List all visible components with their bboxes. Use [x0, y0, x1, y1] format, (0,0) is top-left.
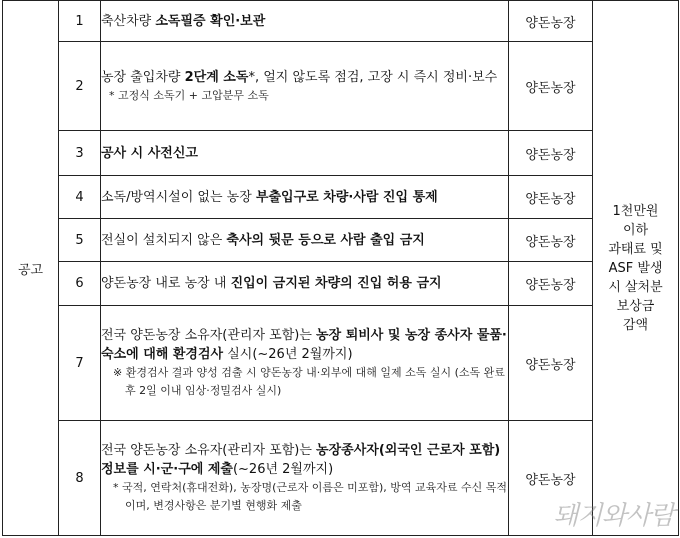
row-number: 5 [59, 219, 101, 262]
table-row [3, 42, 679, 131]
table-row [3, 262, 679, 306]
table-row [3, 176, 679, 219]
measure-text: 양돈농장 내로 농장 내 진입이 금지된 차량의 진입 허용 금지 [101, 262, 509, 306]
target-cell: 양돈농장 [509, 131, 593, 176]
measure-text: 전실이 설치되지 않은 축사의 뒷문 등으로 사람 출입 금지 [101, 219, 509, 262]
target-cell: 양돈농장 [509, 306, 593, 421]
table-row [3, 306, 679, 421]
target-cell: 양돈농장 [509, 219, 593, 262]
row-number: 4 [59, 176, 101, 219]
target-cell: 양돈농장 [509, 1, 593, 42]
penalty-cell: 1천만원 이하 과태료 및 ASF 발생 시 살처분 보상금 감액 [593, 1, 679, 536]
row-number: 1 [59, 1, 101, 42]
target-cell: 양돈농장 [509, 262, 593, 306]
category-cell: 공고 [3, 1, 59, 536]
measure-note: ※ 환경검사 결과 양성 검출 시 양돈농장 내·외부에 대해 일제 소독 실시 (소독 완료 후 2일 이내 임상·정밀검사 실시) [113, 366, 505, 397]
measure-text: 농장 출입차량 2단계 소독*, 얼지 않도록 점검, 고장 시 즉시 정비·보수 * 고정식 소독기 + 고압분무 소독 [101, 42, 509, 131]
table-row [3, 1, 679, 42]
table-row [3, 131, 679, 176]
measure-text: 축산차량 소독필증 확인·보관 [101, 1, 509, 42]
measure-text: 공사 시 사전신고 [101, 131, 509, 176]
measure-text: 소독/방역시설이 없는 농장 부출입구로 차량·사람 진입 통제 [101, 176, 509, 219]
target-cell: 양돈농장 [509, 42, 593, 131]
row-number: 7 [59, 306, 101, 421]
row-number: 2 [59, 42, 101, 131]
table-row [3, 219, 679, 262]
quarantine-notice-table [2, 0, 679, 536]
watermark-logo: 돼지와사람 [553, 501, 674, 531]
measure-text: 전국 양돈농장 소유자(관리자 포함)는 농장 퇴비사 및 농장 종사자 물품·숙소에 대해 환경검사 실시(~26년 2월까지) ※ 환경검사 결과 양성 검출 시 양돈농장 내·외부에 대해 일제 소독 실시 (소독 완료 후 2일 이내 임상·정밀검사 실시) [101, 306, 509, 421]
row-number: 3 [59, 131, 101, 176]
measure-note: * 고정식 소독기 + 고압분무 소독 [109, 88, 269, 102]
row-number: 6 [59, 262, 101, 306]
row-number: 8 [59, 421, 101, 536]
measure-text: 전국 양돈농장 소유자(관리자 포함)는 농장종사자(외국인 근로자 포함) 정보를 시·군·구에 제출(~26년 2월까지) * 국적, 연락처(휴대전화), 농장명(근로자 이름은 미포함), 방역 교육자료 수신 목적이며, 변경사항은 분기별 현행화 제출 [101, 421, 509, 536]
measure-note: * 국적, 연락처(휴대전화), 농장명(근로자 이름은 미포함), 방역 교육자료 수신 목적이며, 변경사항은 분기별 현행화 제출 [113, 481, 508, 512]
target-cell: 양돈농장 [509, 176, 593, 219]
target-cell: 양돈농장 [509, 421, 593, 536]
